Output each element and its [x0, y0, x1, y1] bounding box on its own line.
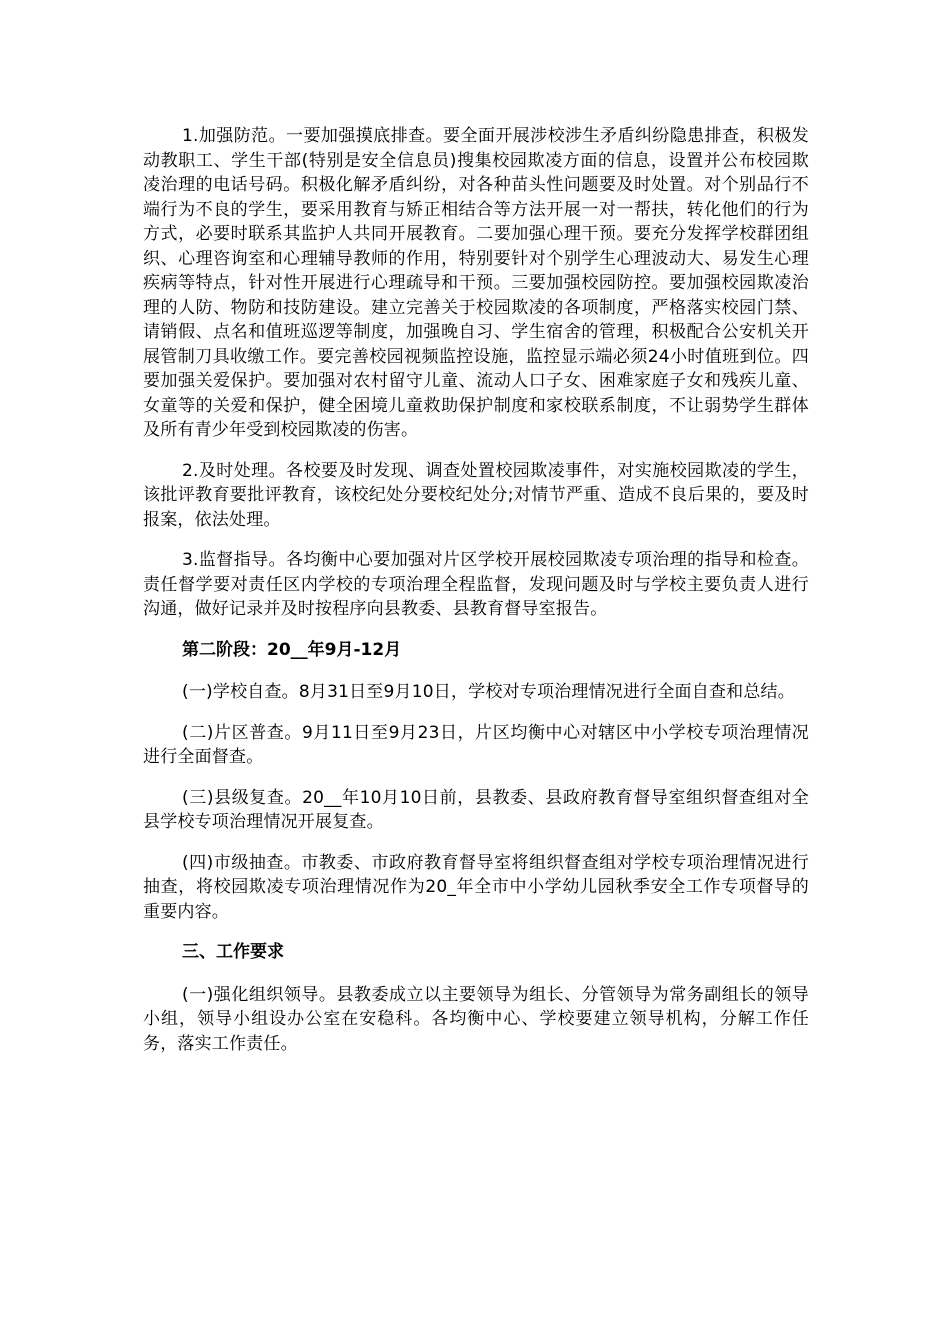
paragraph-county-review: (三)县级复查。20__年10月10日前，县教委、县政府教育督导室组织督查组对全县学校专项治理情况开展复查。 [143, 787, 809, 832]
paragraph-prevention: 1.加强防范。一要加强摸底排查。要全面开展涉校涉生矛盾纠纷隐患排查，积极发动教职工、学生干部(特别是安全信息员)搜集校园欺凌方面的信息，设置并公布校园欺凌治理的电话号码。积极化解矛盾纠纷，对各种苗头性问题要及时处置。对个别品行不端行为不良的学生，要采用教育与矫正相结合等方法开展一对一帮扶，转化他们的行为方式，必要时联系其监护人共同开展教育。二要加强心理干预。要充分发挥学校群团组织、心理咨询室和心理辅导教师的作用，特别要针对个别学生心理波动大、易发生心理疾病等特点，针对性开展进行心理疏导和干预。三要加强校园防控。要加强校园欺凌治理的人防、物防和技防建设。建立完善关于校园欺凌的各项制度，严格落实校园门禁、请销假、点名和值班巡逻等制度，加强晚自习、学生宿舍的管理，积极配合公安机关开展管制刀具收缴工作。要完善校园视频监控设施，监控显示端必须24小时值班到位。四要加强关爱保护。要加强对农村留守儿童、流动人口子女、困难家庭子女和残疾儿童、女童等的关爱和保护，健全困境儿童救助保护制度和家校联系制度，不让弱势学生群体及所有青少年受到校园欺凌的伤害。 [143, 126, 809, 440]
heading-work-requirements: 三、工作要求 [182, 942, 284, 962]
paragraph-district-inspection: (二)片区普查。9月11日至9月23日，片区均衡中心对辖区中小学校专项治理情况进行全面督查。 [143, 722, 809, 767]
paragraph-timely-handling: 2.及时处理。各校要及时发现、调查处置校园欺凌事件，对实施校园欺凌的学生，该批评教育要批评教育，该校纪处分要校纪处分;对情节严重、造成不良后果的，要及时报案，依法处理。 [143, 460, 809, 530]
paragraph-supervision: 3.监督指导。各均衡中心要加强对片区学校开展校园欺凌专项治理的指导和检查。责任督学要对责任区内学校的专项治理全程监督，发现问题及时与学校主要负责人进行沟通，做好记录并及时按程序向县教委、县教育督导室报告。 [143, 550, 809, 619]
heading-stage-two: 第二阶段：20__年9月-12月 [182, 639, 402, 660]
document-body [143, 124, 809, 1072]
paragraph-city-spot-check: (四)市级抽查。市教委、市政府教育督导室将组织督查组对学校专项治理情况进行抽查，将校园欺凌专项治理情况作为20_年全市中小学幼儿园秋季安全工作专项督导的重要内容。 [143, 852, 809, 922]
paragraph-organization-leadership: (一)强化组织领导。县教委成立以主要领导为组长、分管领导为常务副组长的领导小组，领导小组设办公室在安稳科。各均衡中心、学校要建立领导机构，分解工作任务，落实工作责任。 [143, 984, 809, 1054]
paragraph-school-self-check: (一)学校自查。8月31日至9月10日，学校对专项治理情况进行全面自查和总结。 [182, 682, 795, 702]
